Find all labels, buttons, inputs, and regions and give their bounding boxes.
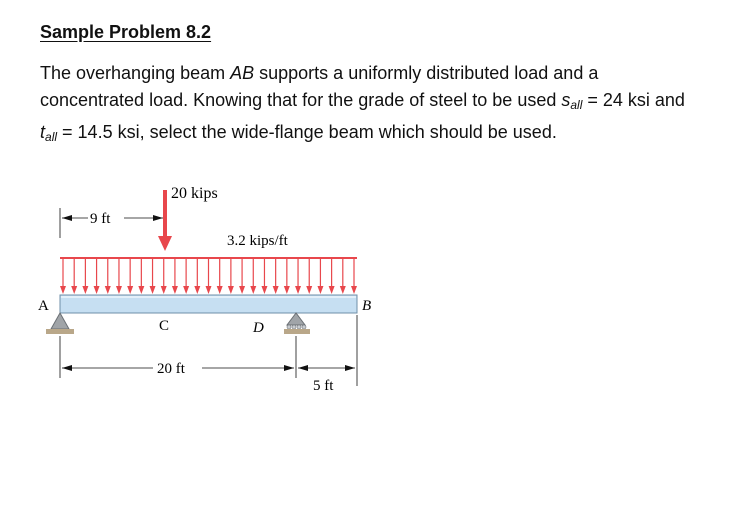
sigma-symbol: s xyxy=(561,90,571,110)
problem-text-1: The overhanging beam xyxy=(40,63,231,83)
distributed-load-arrowhead xyxy=(127,286,133,294)
distributed-load xyxy=(60,258,357,294)
distributed-load-arrowhead xyxy=(284,286,290,294)
problem-title: Sample Problem 8.2 xyxy=(40,22,212,42)
distributed-load-arrows xyxy=(60,259,357,294)
dimension-label-20ft: 20 ft xyxy=(157,361,185,377)
roller xyxy=(302,325,306,329)
tau-subscript: all xyxy=(45,130,58,144)
problem-statement xyxy=(40,60,700,151)
concentrated-load-arrowhead xyxy=(158,236,172,251)
dimension-a-c xyxy=(60,208,163,238)
concentrated-load-label: 20 kips xyxy=(171,185,218,202)
beam-diagram xyxy=(30,178,390,408)
distributed-load-arrowhead xyxy=(228,286,234,294)
distributed-load-arrowhead xyxy=(250,286,256,294)
roller xyxy=(292,325,296,329)
tau-symbol: t xyxy=(40,122,46,142)
label-point-c: C xyxy=(159,318,170,334)
distributed-load-arrowhead xyxy=(138,286,144,294)
distributed-load-arrowhead xyxy=(161,286,167,294)
distributed-load-arrowhead xyxy=(273,286,279,294)
distributed-load-arrowhead xyxy=(183,286,189,294)
dimension-label-9ft: 9 ft xyxy=(90,211,111,227)
roller-support-base xyxy=(284,329,310,334)
distributed-load-arrowhead xyxy=(261,286,267,294)
dimension-d-b xyxy=(298,368,355,394)
distributed-load-arrowhead xyxy=(295,286,301,294)
problem-text-2: supports a uniformly distributed load and a concentrated load. Knowing that for the grade of steel to be used xyxy=(40,63,599,110)
label-point-a: A xyxy=(38,298,49,314)
distributed-load-arrowhead xyxy=(60,286,66,294)
distributed-load-arrowhead xyxy=(71,286,77,294)
roller-support-triangle xyxy=(287,313,305,325)
roller xyxy=(297,325,301,329)
distributed-load-arrowhead xyxy=(105,286,111,294)
dimension-label-5ft: 5 ft xyxy=(313,378,334,394)
label-point-d: D xyxy=(253,320,264,336)
roller-support-d xyxy=(284,313,310,334)
distributed-load-arrowhead xyxy=(239,286,245,294)
roller xyxy=(287,325,291,329)
distributed-load-arrowhead xyxy=(317,286,323,294)
pin-support-base xyxy=(46,329,74,334)
distributed-load-arrowhead xyxy=(116,286,122,294)
problem-text-3: = 24 ksi and xyxy=(582,90,685,110)
distributed-load-label: 3.2 kips/ft xyxy=(227,233,288,249)
distributed-load-arrowhead xyxy=(172,286,178,294)
distributed-load-arrowhead xyxy=(329,286,335,294)
distributed-load-arrowhead xyxy=(217,286,223,294)
label-point-b: B xyxy=(362,298,372,314)
distributed-load-arrowhead xyxy=(94,286,100,294)
concentrated-load xyxy=(158,190,172,251)
sigma-subscript: all xyxy=(570,98,583,112)
dimension-a-d xyxy=(60,315,357,386)
problem-text-4: = 14.5 ksi, select the wide-flange beam which should be used. xyxy=(57,122,557,142)
beam-name: AB xyxy=(230,63,255,83)
pin-support-a xyxy=(46,313,74,334)
distributed-load-arrowhead xyxy=(340,286,346,294)
distributed-load-arrowhead xyxy=(306,286,312,294)
distributed-load-arrowhead xyxy=(206,286,212,294)
distributed-load-arrowhead xyxy=(351,286,357,294)
pin-support-triangle xyxy=(51,313,69,329)
distributed-load-arrowhead xyxy=(150,286,156,294)
distributed-load-arrowhead xyxy=(194,286,200,294)
distributed-load-arrowhead xyxy=(82,286,88,294)
